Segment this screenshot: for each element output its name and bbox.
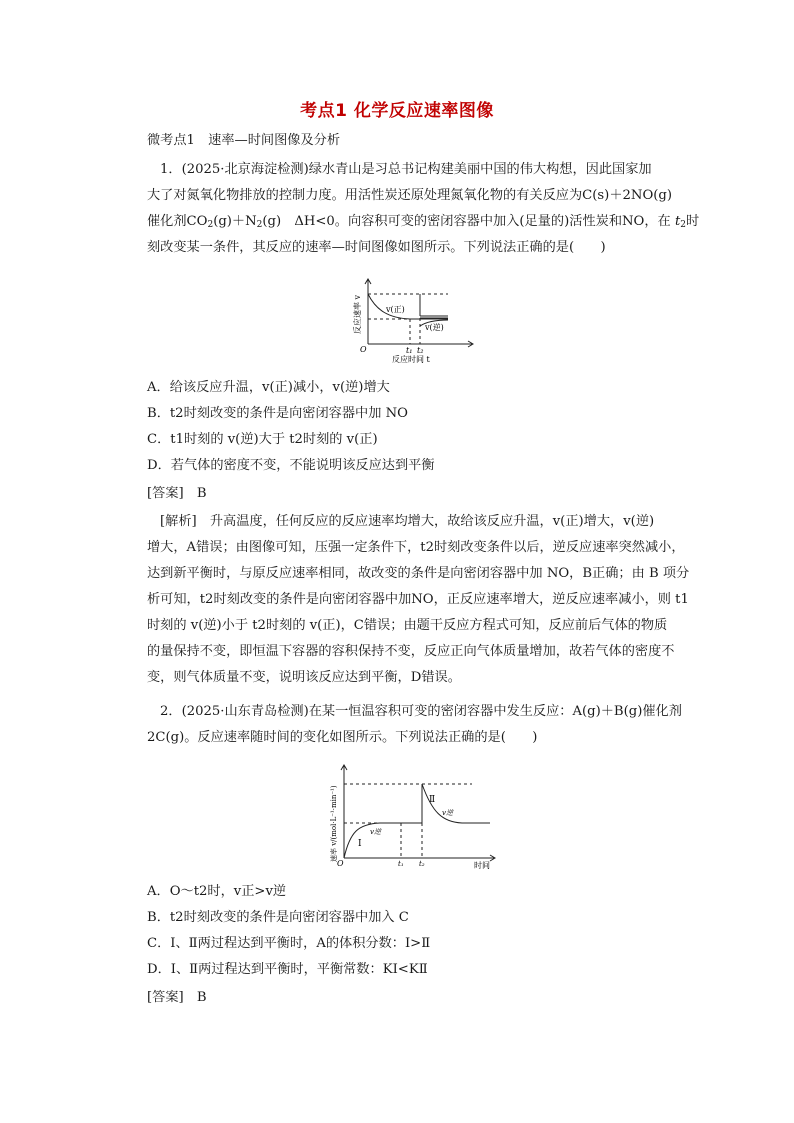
q1-line-2: 大了对氮氧化物排放的控制力度。用活性炭还原处理氮氧化物的有关反应为C(s)＋2NO(g) <box>147 188 672 203</box>
q2-option-c: C．Ⅰ、Ⅱ两过程达到平衡时，A的体积分数：Ⅰ>Ⅱ <box>147 936 431 951</box>
q2-t1-label: t₁ <box>398 860 404 868</box>
q1-analysis-line-4: 析可知，t2时刻改变的条件是向密闭容器中加NO，正反应速率增大，逆反应速率减小，则 t1 <box>147 592 689 607</box>
q1-origin: O <box>360 345 367 354</box>
q2-answer-value: B <box>196 990 207 1005</box>
q1-answer-label: [答案] <box>147 486 184 501</box>
q2-line-1: 2．(2025·山东青岛检测)在某一恒温容积可变的密闭容器中发生反应：A(g)＋B(g)催化剂 <box>160 704 682 719</box>
q1-option-b: B．t2时刻改变的条件是向密闭容器中加 NO <box>147 406 408 421</box>
q1-analysis-line-3: 达到新平衡时，与原反应速率相同，故改变的条件是向密闭容器中加 NO，B正确；由 B 项分 <box>147 566 690 581</box>
q1-line-1: 1．(2025·北京海淀检测)绿水青山是习总书记构建美丽中国的伟大构想，因此国家加 <box>160 162 652 177</box>
q1-analysis-label: [解析] <box>160 514 197 529</box>
q2-answer <box>147 988 655 1008</box>
q1-vni-label: v(逆) <box>425 323 444 332</box>
q2-line-2: 2C(g)。反应速率随时间的变化如图所示。下列说法正确的是( ) <box>147 730 538 745</box>
q1-t1-label: t₁ <box>406 346 413 355</box>
q1-answer-value: B <box>196 486 207 501</box>
q1-answer <box>147 484 655 504</box>
q2-t2-label: t₂ <box>419 860 425 868</box>
q2-label-II: Ⅱ <box>429 795 436 805</box>
q1-option-d: D．若气体的密度不变，不能说明该反应达到平衡 <box>147 458 435 473</box>
q1-analysis-line-6: 的量保持不变，即恒温下容器的容积保持不变，反应正向气体质量增加，故若气体的密度不 <box>147 644 675 659</box>
q1-vzheng-label: v(正) <box>386 305 405 314</box>
q2-xlabel: 时间 <box>474 861 490 870</box>
q1-analysis-line-7: 变，则气体质量不变，说明该反应达到平衡，D错误。 <box>147 670 461 685</box>
q1-l3b: (g)＋N <box>213 214 257 229</box>
q2-option-a: A．O～t2时，v正>v逆 <box>147 884 287 899</box>
q1-option-a: A．给该反应升温，v(正)减小，v(逆)增大 <box>147 380 390 395</box>
q2-ylabel: 速率 v/(mol·L⁻¹·min⁻¹) <box>330 785 338 862</box>
q1-analysis-line-1 <box>160 512 668 532</box>
q1-analysis-line-5: 时刻的 v(逆)小于 t2时刻的 v(正)，C错误；由题干反应方程式可知，反应前后气体的物质 <box>147 618 668 633</box>
subtopic-heading: 微考点1 速率—时间图像及分析 <box>147 133 341 148</box>
q1-line-4: 刻改变某一条件，其反应的速率—时间图像如图所示。下列说法正确的是( ) <box>147 240 606 255</box>
q1-figure <box>348 278 478 364</box>
q2-figure <box>322 762 502 872</box>
q1-line-3: 催化剂$CO_2(g)+N_2(g)$ ΔH<0。向容积可变的密闭容器中加入(足量的)活性炭和NO，在 $t_2$时 <box>147 214 700 230</box>
q1-l3d: 时 <box>686 214 700 229</box>
q1-t2-label: t₂ <box>417 346 424 355</box>
q2-option-d: D．Ⅰ、Ⅱ两过程达到平衡时，平衡常数：KⅠ<KⅡ <box>147 962 428 977</box>
q1-analysis-line-2: 增大，A错误；由图像可知，压强一定条件下，t2时刻改变条件以后，逆反应速率突然减小， <box>147 540 685 555</box>
q2-answer-label: [答案] <box>147 990 184 1005</box>
q2-v1-label: v逆 <box>370 828 381 836</box>
q1-option-c: C．t1时刻的 v(逆)大于 t2时刻的 v(正) <box>147 432 378 447</box>
page-title: 考点1 化学反应速率图像 <box>300 101 494 121</box>
q2-label-I: Ⅰ <box>358 839 362 849</box>
q2-v2-label: v逆 <box>442 809 453 817</box>
q1-analysis-a1: 升高温度，任何反应的反应速率均增大，故给该反应升温，v(正)增大，v(逆) <box>209 514 655 529</box>
q2-curve-I <box>344 823 422 858</box>
q1-ylabel: 反应速率 v <box>353 294 362 334</box>
q2-option-b: B．t2时刻改变的条件是向密闭容器中加入 C <box>147 910 409 925</box>
q1-l3a: 催化剂CO <box>147 214 208 229</box>
q1-l3c: (g) ΔH<0。向容积可变的密闭容器中加入(足量的)活性炭和NO，在 <box>262 214 671 229</box>
q1-xlabel: 反应时间 t <box>392 355 430 364</box>
q2-origin: O <box>337 859 344 868</box>
